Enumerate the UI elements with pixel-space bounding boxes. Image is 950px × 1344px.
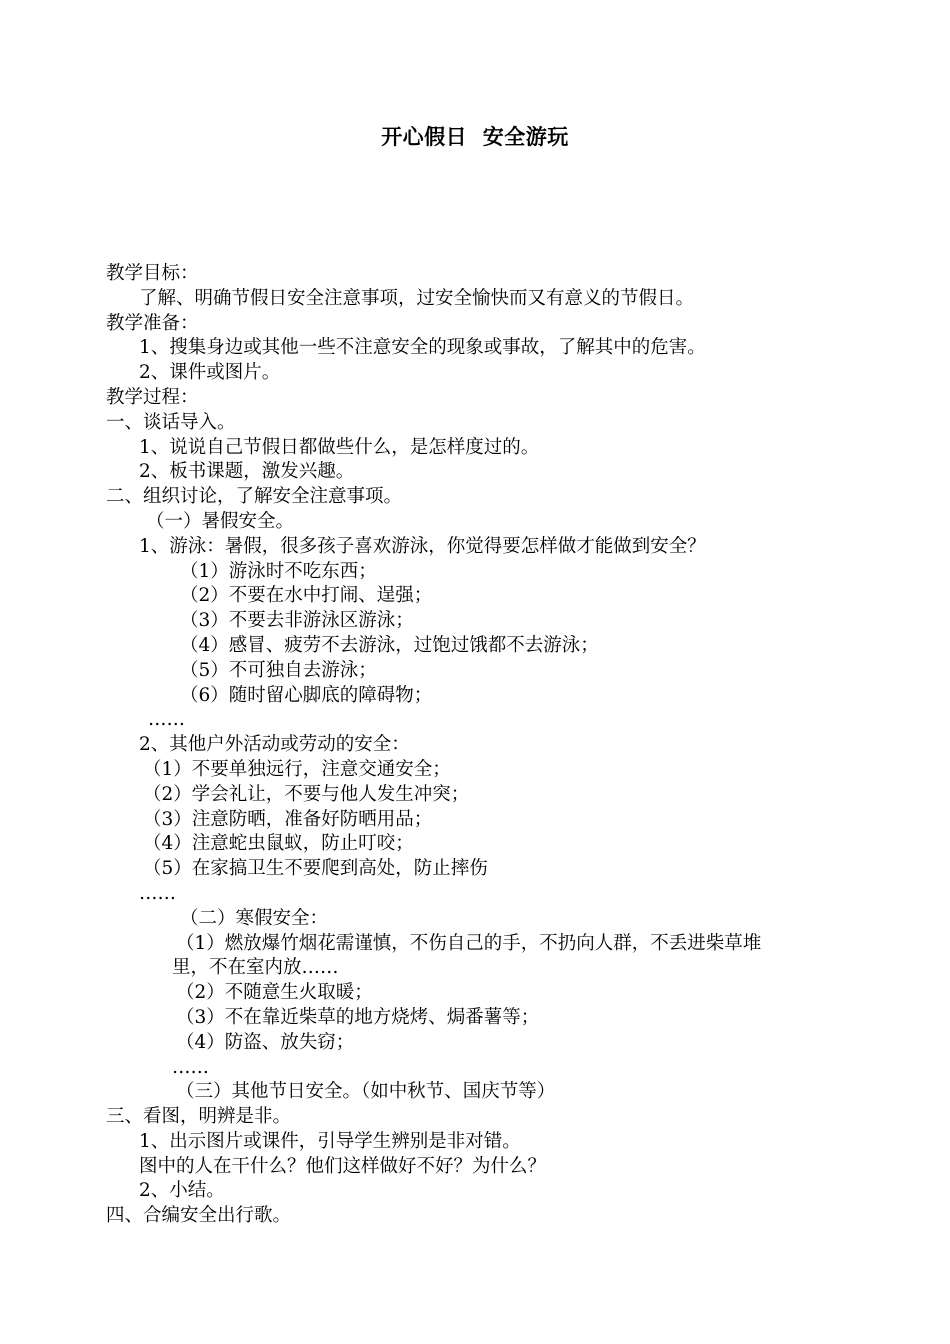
ellipsis-line: …… xyxy=(172,1056,209,1078)
subsection-heading: （二）寒假安全： xyxy=(180,907,329,929)
sub-list-item: （6）随时留心脚底的障碍物； xyxy=(180,684,433,706)
sub-list-item: （3）不要去非游泳区游泳； xyxy=(180,610,414,632)
sub-list-item: （2）不要在水中打闹、逞强； xyxy=(180,585,433,607)
list-item: 1、说说自己节假日都做些什么，是怎样度过的。 xyxy=(139,436,540,458)
sub-list-item: （3）注意防晒，准备好防晒用品； xyxy=(143,808,433,830)
list-item: 2、板书课题，激发兴趣。 xyxy=(139,461,355,483)
section-heading: 一、谈话导入。 xyxy=(106,411,236,433)
list-item: 1、出示图片或课件，引导学生辨别是非对错。 xyxy=(139,1130,521,1152)
sub-list-item: （5）不可独自去游泳； xyxy=(180,659,377,681)
sub-list-item-continued: 里，不在室内放…… xyxy=(172,957,339,979)
list-item: 1、游泳：暑假，很多孩子喜欢游泳，你觉得要怎样做才能做到安全？ xyxy=(139,535,706,557)
heading-preparation: 教学准备： xyxy=(106,312,199,334)
ellipsis-line: …… xyxy=(148,709,185,731)
heading-objectives: 教学目标： xyxy=(106,263,199,284)
sub-list-item: （2）学会礼让，不要与他人发生冲突； xyxy=(143,783,470,805)
sub-list-item: （5）在家搞卫生不要爬到高处，防止摔伤 xyxy=(143,858,488,880)
sub-list-item: （2）不随意生火取暖； xyxy=(176,982,373,1004)
document-body xyxy=(106,262,866,1229)
subsection-heading: （一）暑假安全。 xyxy=(146,510,295,532)
paragraph-line: 了解、明确节假日安全注意事项，过安全愉快而又有意义的节假日。 xyxy=(139,287,695,309)
sub-list-item: （1）不要单独远行，注意交通安全； xyxy=(143,758,451,780)
paragraph-line: 图中的人在干什么？他们这样做好不好？为什么？ xyxy=(139,1155,547,1177)
subsection-heading: （三）其他节日安全。（如中秋节、国庆节等） xyxy=(176,1081,556,1103)
heading-process: 教学过程： xyxy=(106,386,199,408)
sub-list-item: （4）防盗、放失窃； xyxy=(176,1031,355,1053)
section-heading: 四、合编安全出行歌。 xyxy=(106,1205,292,1227)
list-item: 2、其他户外活动或劳动的安全： xyxy=(139,734,410,756)
list-item: 1、搜集身边或其他一些不注意安全的现象或事故，了解其中的危害。 xyxy=(139,337,706,359)
ellipsis-line: …… xyxy=(139,882,176,904)
sub-list-item: （4）感冒、疲劳不去游泳，过饱过饿都不去游泳； xyxy=(180,634,599,656)
document-title: 开心假日 安全游玩 xyxy=(381,125,569,149)
section-heading: 三、看图，明辨是非。 xyxy=(106,1106,292,1128)
sub-list-item: （1）燃放爆竹烟花需谨慎，不伤自己的手，不扔向人群，不丢进柴草堆 xyxy=(176,932,762,954)
sub-list-item: （4）注意蛇虫鼠蚁，防止叮咬； xyxy=(143,833,414,855)
section-heading: 二、组织讨论，了解安全注意事项。 xyxy=(106,486,403,508)
list-item: 2、小结。 xyxy=(139,1180,225,1202)
sub-list-item: （1）游泳时不吃东西； xyxy=(180,560,377,582)
sub-list-item: （3）不在靠近柴草的地方烧烤、焗番薯等； xyxy=(176,1006,540,1028)
list-item: 2、课件或图片。 xyxy=(139,362,281,384)
